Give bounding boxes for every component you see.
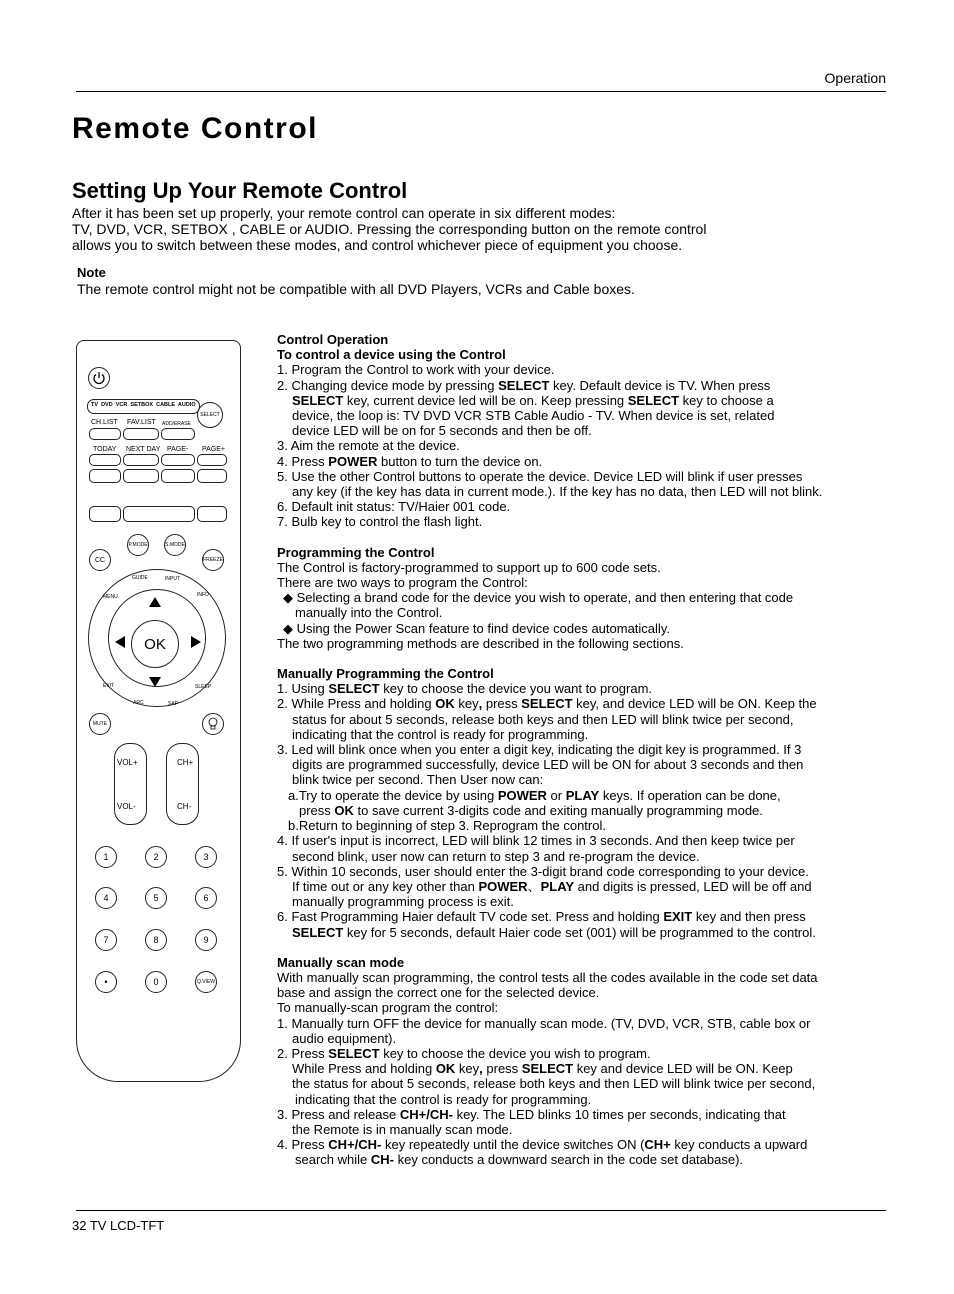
text-line: status for about 5 seconds, release both keys and then LED will blink twice per second, [292,711,794,727]
digit-label: 2 [153,852,159,862]
text-line: 4. Press POWER button to turn the device on. [277,453,543,469]
arc-label: ARC [133,700,144,706]
channel-rocker[interactable] [166,743,199,825]
remote-illustration [76,340,241,1082]
bulb-icon [207,717,219,731]
chlist-label: CH.LIST [91,419,118,426]
info-label: INFO [197,592,209,598]
text-line: SELECT key for 5 seconds, default Haier code set (001) will be programmed to the control. [292,924,816,940]
pause-button[interactable] [123,506,195,522]
digit-6-button[interactable] [195,887,217,909]
control-operation-subheading: To control a device using the Control [277,347,506,363]
favlist-button[interactable] [123,428,159,440]
arrow-up-icon [149,597,161,607]
freeze-button[interactable] [202,549,224,571]
header-rule [76,91,886,92]
text-line: second blink, user now can return to step 3 and re-program the device. [292,848,700,864]
section-title: Setting Up Your Remote Control [72,178,408,203]
section-label: Operation [824,70,886,86]
text-line: There are two ways to program the Control: [277,575,528,591]
digit-label: 1 [103,852,109,862]
qview-label: Q.VIEW [196,979,216,985]
rewind-button[interactable] [89,469,121,483]
text-line: 6. Fast Programming Haier default TV code set. Press and holding EXIT key and then press [277,909,806,925]
digit-2-button[interactable] [145,846,167,868]
smode-button[interactable] [164,534,186,556]
guide-label: GUIDE [132,575,148,581]
mute-label: MUTE [92,721,108,727]
cc-button[interactable] [89,549,111,571]
text-line: a.Try to operate the device by using POWER or PLAY keys. If operation can be done, [288,787,781,803]
adderase-label: ADD/ERASE [162,421,191,427]
digit-label: 7 [103,935,109,945]
digit-label: 9 [203,935,209,945]
text-line: 1. Manually turn OFF the device for manually scan mode. (TV, DVD, VCR, STB, cable box or [277,1015,811,1031]
text-line: 6. Default init status: TV/Haier 001 code. [277,499,511,515]
input-label: INPUT [165,576,180,582]
text-line: ◆ Selecting a brand code for the device you wish to operate, and then entering that code [283,590,794,606]
power-button[interactable] [88,367,110,389]
digit-label: 5 [153,893,159,903]
text-line: SELECT key, current device led will be on. Keep pressing SELECT key to choose a [292,392,774,408]
adderase-button[interactable] [161,428,195,440]
intro-line: TV, DVD, VCR, SETBOX , CABLE or AUDIO. Pressing the corresponding button on the remote control [72,221,707,237]
digit-5-button[interactable] [145,887,167,909]
arrow-down-icon [149,677,161,687]
text-line: the status for about 5 seconds, release both keys and then LED will blink twice per second, [292,1076,816,1092]
forward-button[interactable] [161,469,195,483]
text-line: 3. Press and release CH+/CH- key. The LED blinks 10 times per seconds, indicating that [277,1106,786,1122]
digit-0-button[interactable] [145,971,167,993]
digit-label: • [104,977,108,987]
text-line: press OK to save current 3-digits code and exiting manually programming mode. [299,802,763,818]
text-line: 3. Aim the remote at the device. [277,438,460,454]
text-line: While Press and holding OK key, press SELECT key and device LED will be ON. Keep [292,1061,793,1077]
today-button[interactable] [89,454,121,466]
page-footer: 32 TV LCD-TFT [72,1218,165,1233]
pagedown-label: PAGE- [167,446,189,453]
intro-line: After it has been set up properly, your remote control can operate in six different modes: [72,205,616,221]
qview-button[interactable] [195,971,217,993]
text-line: search while CH- key conducts a downward search in the code set database). [295,1152,744,1168]
play-button[interactable] [123,469,159,483]
mode-labels: TV DVD VCR SETBOX CABLE AUDIO [91,402,196,408]
freeze-label: FREEZE [203,557,223,563]
chup-label: CH+ [177,758,194,767]
note-heading: Note [77,265,106,280]
text-line: device LED will be on for 5 seconds and then be off. [292,423,592,439]
record-button[interactable] [197,506,227,522]
text-line: The two programming methods are described in the following sections. [277,635,684,651]
pageup-button[interactable] [197,454,227,466]
text-line: 3. Led will blink once when you enter a digit key, indicating the digit key is programmed. If 3 [277,742,802,758]
text-line: the Remote is in manually scan mode. [292,1121,513,1137]
instructions-column [277,332,897,1168]
digit-label: 4 [103,893,109,903]
voldown-label: VOL- [117,802,136,811]
text-line: any key (if the key has data in current mode.). If the key has no data, then LED will not blink. [292,484,823,500]
power-icon [92,371,106,385]
text-line: 2. Press SELECT key to choose the device you wish to program. [277,1045,651,1061]
dot-button[interactable] [95,971,117,993]
text-line: digits are programmed successfully, device LED will be ON for about 3 seconds and then [292,757,804,773]
text-line: b.Return to beginning of step 3. Reprogram the control. [288,818,606,834]
chdown-label: CH- [177,802,192,811]
digit-4-button[interactable] [95,887,117,909]
favlist-label: FAV.LIST [127,419,156,426]
intro-paragraph [72,205,852,253]
control-operation-heading: Control Operation [277,332,389,347]
note-text: The remote control might not be compatible with all DVD Players, VCRs and Cable boxes. [77,281,635,297]
select-label: SELECT [200,412,220,418]
pmode-label: P.MODE [128,542,148,548]
arrow-left-icon [115,636,125,648]
text-line: 1. Using SELECT key to choose the device you want to program. [277,681,653,697]
next-button[interactable] [197,469,227,483]
digit-9-button[interactable] [195,929,217,951]
volup-label: VOL+ [117,758,138,767]
intro-line: allows you to switch between these modes, and control whichever piece of equipment you choose. [72,237,683,253]
select-button[interactable] [197,402,223,428]
digit-8-button[interactable] [145,929,167,951]
text-line: 5. Within 10 seconds, user should enter the 3-digit brand code corresponding to your device. [277,863,809,879]
text-line: 4. If user's input is incorrect, LED will blink 12 times in 3 seconds. And then keep twice per [277,833,795,849]
arrow-right-icon [191,636,201,648]
digit-label: 8 [153,935,159,945]
text-line: ◆ Using the Power Scan feature to find device codes automatically. [283,620,670,636]
text-line: The Control is factory-programmed to support up to 600 code sets. [277,559,661,575]
text-line: indicating that the control is ready for programming. [292,726,589,742]
ok-label: OK [144,635,166,653]
programming-heading: Programming the Control [277,544,435,560]
sap-label: SAP [168,701,179,707]
sleep-label: SLEEP [195,684,212,690]
pmode-button[interactable] [127,534,149,556]
text-line: 1. Program the Control to work with your device. [277,362,555,378]
bulb-button[interactable] [202,713,224,735]
text-line: audio equipment). [292,1030,397,1046]
text-line: 7. Bulb key to control the flash light. [277,514,483,530]
text-line: device, the loop is: TV DVD VCR STB Cable Audio - TV. When device is set, related [292,408,775,424]
nextday-label: NEXT DAY [126,446,161,453]
text-line: 4. Press CH+/CH- key repeatedly until the device switches ON (CH+ key conducts a upward [277,1137,808,1153]
digit-label: 0 [153,977,159,987]
digit-7-button[interactable] [95,929,117,951]
stop-button[interactable] [89,506,121,522]
text-line: manually programming process is exit. [292,894,514,910]
manual-programming-heading: Manually Programming the Control [277,666,494,682]
text-line: With manually scan programming, the control tests all the codes available in the code set data [277,969,818,985]
footer-rule [76,1210,886,1211]
digit-1-button[interactable] [95,846,117,868]
text-line: blink twice per second. Then User now can: [292,772,544,788]
mute-button[interactable] [89,713,111,735]
text-line: indicating that the control is ready for programming. [295,1091,592,1107]
pageup-label: PAGE+ [202,446,226,453]
digit-3-button[interactable] [195,846,217,868]
today-label: TODAY [93,446,117,453]
cc-label: CC [94,556,106,564]
digit-label: 6 [203,893,209,903]
text-line: 5. Use the other Control buttons to operate the device. Device LED will blink if user presses [277,468,803,484]
nextday-button[interactable] [123,454,159,466]
menu-label: MENU [103,594,118,600]
manual-scan-heading: Manually scan mode [277,954,405,970]
digit-label: 3 [203,852,209,862]
text-line: 2. Changing device mode by pressing SELECT key. Default device is TV. When press [277,377,771,393]
text-line: If time out or any key other than POWER、PLAY and digits is pressed, LED will be off and [292,878,812,894]
smode-label: S.MODE [165,542,185,548]
text-line: To manually-scan program the control: [277,1000,499,1016]
ok-button[interactable] [131,620,179,668]
text-line: manually into the Control. [295,605,443,621]
text-line: 2. While Press and holding OK key, press SELECT key, and device LED will be ON. Keep the [277,696,817,712]
exit-label: EXIT [103,683,115,689]
chlist-button[interactable] [89,428,121,440]
volume-rocker[interactable] [114,743,147,825]
page-title: Remote Control [72,112,318,145]
pagedown-button[interactable] [161,454,195,466]
text-line: base and assign the correct one for the selected device. [277,985,600,1001]
